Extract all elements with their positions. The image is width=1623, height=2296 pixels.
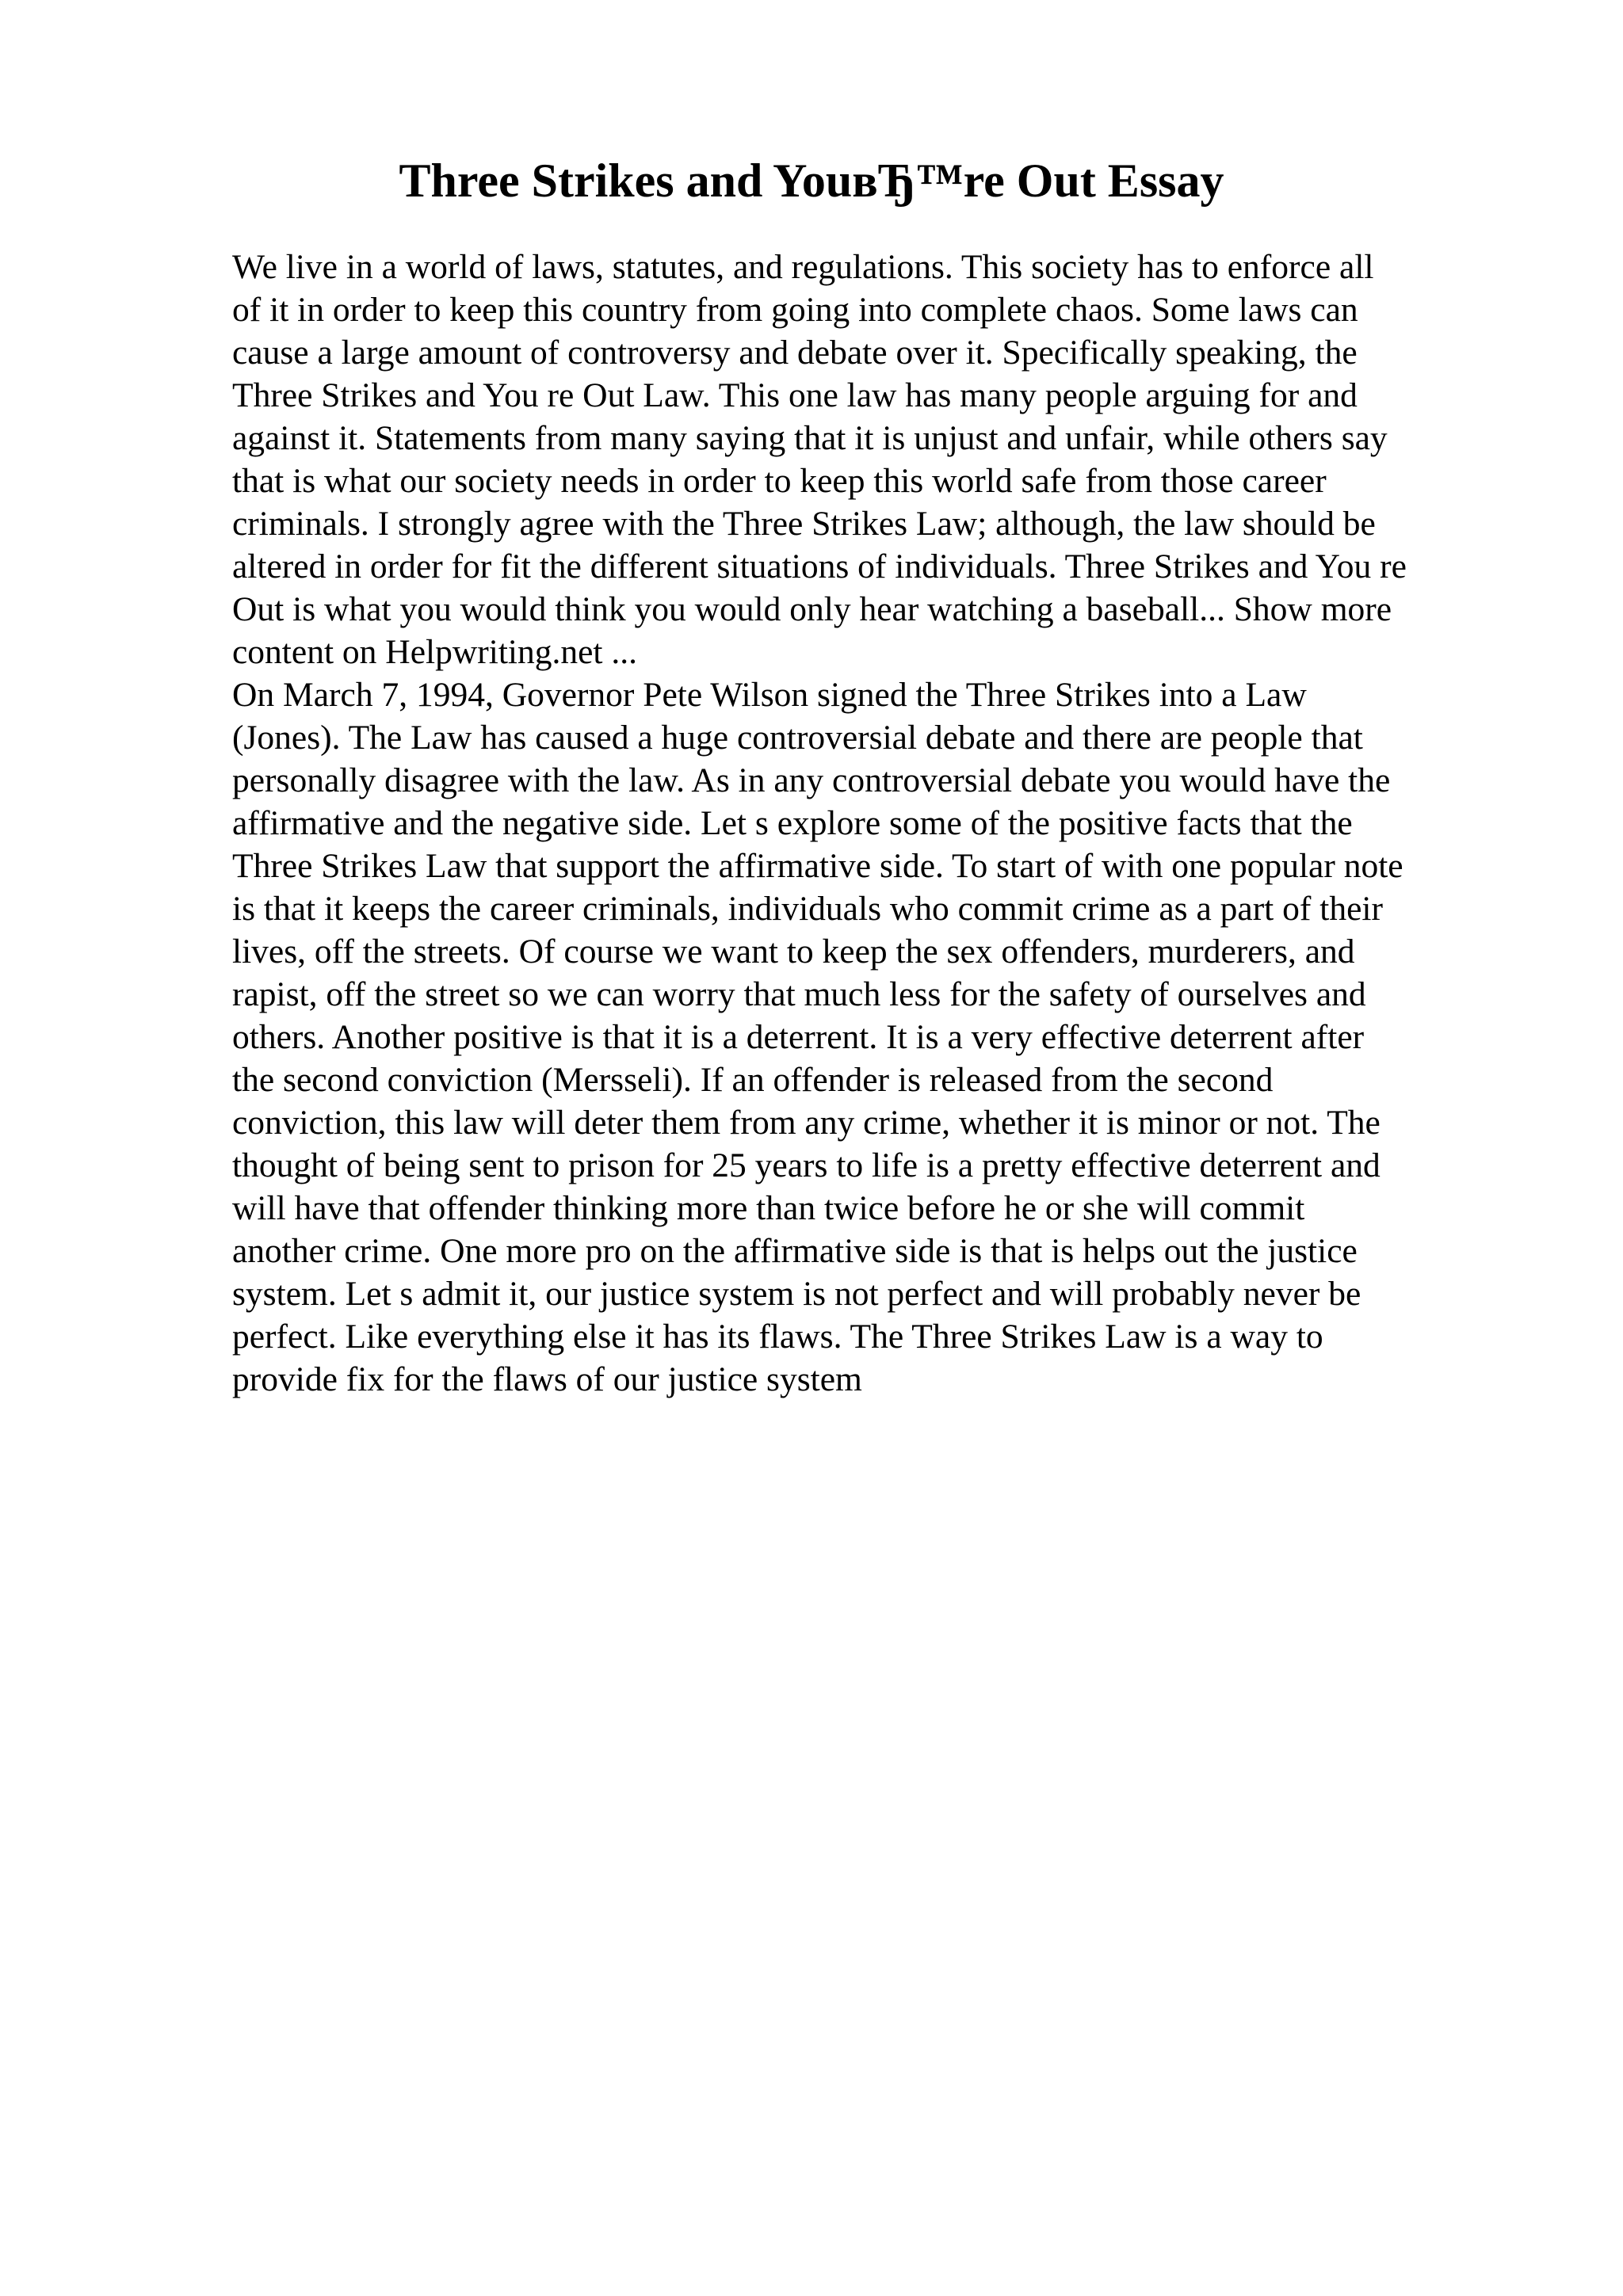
text-line: the second conviction (Mersseli). If an offender is released from the second — [232, 1061, 1274, 1099]
essay-body — [232, 246, 1516, 1401]
text-line: provide fix for the flaws of our justice system — [232, 1360, 862, 1398]
text-line: that is what our society needs in order to keep this world safe from those career — [232, 462, 1327, 500]
essay-title: Three Strikes and YouвЂ™re Out Essay — [399, 154, 1224, 207]
text-line: criminals. I strongly agree with the Three Strikes Law; although, the law should be — [232, 505, 1376, 543]
text-line: content on Helpwriting.net ... — [232, 633, 638, 671]
text-line: personally disagree with the law. As in any controversial debate you would have the — [232, 761, 1391, 799]
text-line: others. Another positive is that it is a deterrent. It is a very effective deterrent after — [232, 1018, 1365, 1056]
text-line: will have that offender thinking more than twice before he or she will commit — [232, 1189, 1305, 1227]
text-line: is that it keeps the career criminals, individuals who commit crime as a part of their — [232, 890, 1383, 928]
text-line: system. Let s admit it, our justice system is not perfect and will probably never be — [232, 1275, 1361, 1313]
text-line: On March 7, 1994, Governor Pete Wilson signed the Three Strikes into a Law — [232, 676, 1307, 714]
text-line: lives, off the streets. Of course we want to keep the sex offenders, murderers, and — [232, 933, 1355, 971]
text-line: Out is what you would think you would only hear watching a baseball... Show more — [232, 590, 1392, 628]
text-line: conviction, this law will deter them from any crime, whether it is minor or not. The — [232, 1104, 1381, 1142]
text-line: of it in order to keep this country from going into complete chaos. Some laws can — [232, 291, 1358, 329]
paragraph-2 — [232, 673, 1516, 1401]
text-line: affirmative and the negative side. Let s explore some of the positive facts that the — [232, 804, 1353, 842]
text-line: Three Strikes and You re Out Law. This one law has many people arguing for and — [232, 376, 1358, 414]
text-line: thought of being sent to prison for 25 years to life is a pretty effective deterrent and — [232, 1146, 1381, 1184]
text-line: cause a large amount of controversy and debate over it. Specifically speaking, the — [232, 334, 1358, 372]
text-line: Three Strikes Law that support the affirmative side. To start of with one popular note — [232, 847, 1403, 885]
text-line: against it. Statements from many saying that it is unjust and unfair, while others say — [232, 419, 1388, 457]
text-line: another crime. One more pro on the affirmative side is that is helps out the justice — [232, 1232, 1358, 1270]
text-line: altered in order for fit the different situations of individuals. Three Strikes and You re — [232, 547, 1407, 585]
text-line: (Jones). The Law has caused a huge controversial debate and there are people that — [232, 719, 1363, 757]
text-line: We live in a world of laws, statutes, and regulations. This society has to enforce all — [232, 248, 1374, 286]
text-line: rapist, off the street so we can worry that much less for the safety of ourselves and — [232, 975, 1366, 1013]
text-line: perfect. Like everything else it has its flaws. The Three Strikes Law is a way to — [232, 1318, 1323, 1356]
paragraph-1 — [232, 246, 1516, 673]
